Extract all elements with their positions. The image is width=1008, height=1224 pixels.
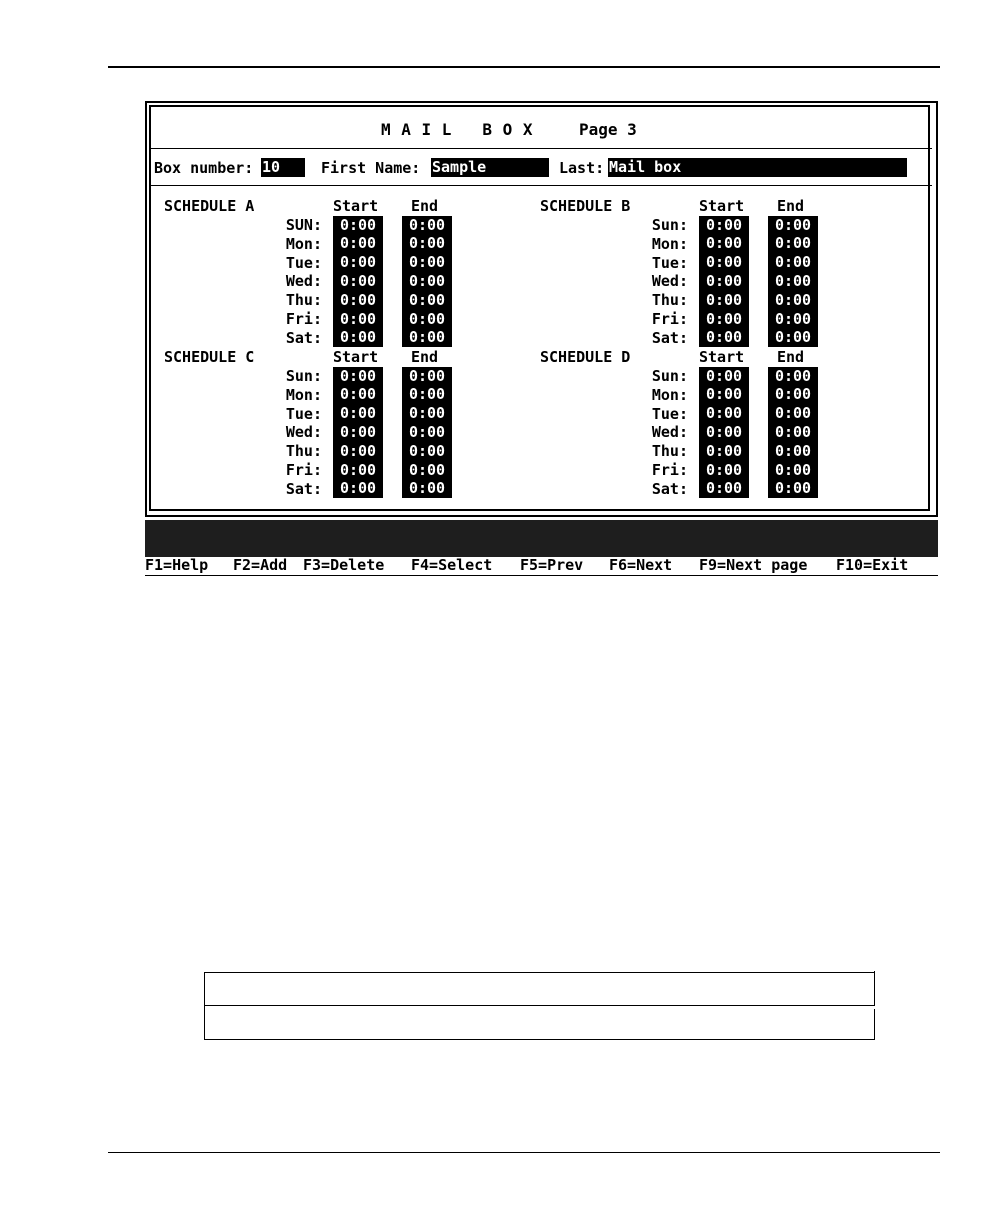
end-time-field[interactable]: 0:00 <box>402 291 452 310</box>
day-label: Wed: <box>285 423 322 442</box>
day-label: Thu: <box>651 442 688 461</box>
first-name-label: First Name: <box>321 159 421 177</box>
end-time-field[interactable]: 0:00 <box>768 310 818 329</box>
day-label: Sat: <box>651 479 688 498</box>
start-time-field[interactable]: 0:00 <box>699 253 749 272</box>
start-column-header: Start <box>333 197 379 215</box>
start-time-field[interactable]: 0:00 <box>333 479 383 498</box>
start-time-field[interactable]: 0:00 <box>699 310 749 329</box>
day-label: Tue: <box>651 404 688 423</box>
schedule-title: SCHEDULE B <box>540 197 631 215</box>
start-time-field[interactable]: 0:00 <box>699 234 749 253</box>
page-top-rule <box>108 66 940 68</box>
fkey-f3[interactable]: F3=Delete <box>303 556 385 574</box>
note-right-edge <box>874 971 875 1005</box>
start-time-field[interactable]: 0:00 <box>333 272 383 291</box>
schedule-title: SCHEDULE C <box>164 348 255 366</box>
day-label: Wed: <box>285 272 322 291</box>
end-column-header: End <box>777 197 805 215</box>
start-time-field[interactable]: 0:00 <box>333 367 383 386</box>
schedule-title: SCHEDULE A <box>164 197 255 215</box>
end-time-field[interactable]: 0:00 <box>768 272 818 291</box>
end-time-field[interactable]: 0:00 <box>768 442 818 461</box>
end-time-field[interactable]: 0:00 <box>402 442 452 461</box>
day-label: Mon: <box>651 234 688 253</box>
fkey-f2[interactable]: F2=Add <box>233 556 288 574</box>
start-time-field[interactable]: 0:00 <box>699 479 749 498</box>
start-time-field[interactable]: 0:00 <box>699 404 749 423</box>
fkey-f5[interactable]: F5=Prev <box>520 556 584 574</box>
day-label: Thu: <box>651 291 688 310</box>
day-label: Sun: <box>651 216 688 234</box>
last-name-label: Last: <box>559 159 605 177</box>
end-time-field[interactable]: 0:00 <box>402 310 452 329</box>
function-key-bar <box>145 557 938 576</box>
end-column-header: End <box>777 348 805 366</box>
schedule-title: SCHEDULE D <box>540 348 631 366</box>
day-label: Wed: <box>651 423 688 442</box>
end-time-field[interactable]: 0:00 <box>768 253 818 272</box>
day-label: Thu: <box>285 291 322 310</box>
fkey-f4[interactable]: F4=Select <box>411 556 493 574</box>
day-label: Fri: <box>285 461 322 479</box>
day-label: Sat: <box>285 328 322 347</box>
day-label: Tue: <box>285 253 322 272</box>
day-label: Sun: <box>285 367 322 385</box>
end-time-field[interactable]: 0:00 <box>402 367 452 386</box>
start-column-header: Start <box>333 348 379 366</box>
day-label: Tue: <box>285 404 322 423</box>
end-time-field[interactable]: 0:00 <box>768 216 818 235</box>
start-column-header: Start <box>699 197 745 215</box>
end-time-field[interactable]: 0:00 <box>768 404 818 423</box>
start-time-field[interactable]: 0:00 <box>333 291 383 310</box>
start-time-field[interactable]: 0:00 <box>699 216 749 235</box>
end-time-field[interactable]: 0:00 <box>768 423 818 442</box>
start-time-field[interactable]: 0:00 <box>333 310 383 329</box>
divider <box>151 148 932 149</box>
start-time-field[interactable]: 0:00 <box>699 461 749 480</box>
start-time-field[interactable]: 0:00 <box>333 234 383 253</box>
day-label: Fri: <box>285 310 322 328</box>
start-time-field[interactable]: 0:00 <box>333 253 383 272</box>
day-label: Sat: <box>651 328 688 347</box>
start-time-field[interactable]: 0:00 <box>333 385 383 404</box>
end-time-field[interactable]: 0:00 <box>402 234 452 253</box>
end-time-field[interactable]: 0:00 <box>402 461 452 480</box>
start-time-field[interactable]: 0:00 <box>699 272 749 291</box>
start-time-field[interactable]: 0:00 <box>699 328 749 347</box>
day-label: Wed: <box>651 272 688 291</box>
fkey-f1[interactable]: F1=Help <box>145 556 209 574</box>
end-time-field[interactable]: 0:00 <box>402 423 452 442</box>
day-label: SUN: <box>285 216 322 234</box>
day-label: Sun: <box>651 367 688 385</box>
day-label: Fri: <box>651 461 688 479</box>
day-label: Tue: <box>651 253 688 272</box>
end-time-field[interactable]: 0:00 <box>402 216 452 235</box>
end-time-field[interactable]: 0:00 <box>402 328 452 347</box>
start-time-field[interactable]: 0:00 <box>699 367 749 386</box>
start-time-field[interactable]: 0:00 <box>699 442 749 461</box>
end-time-field[interactable]: 0:00 <box>768 328 818 347</box>
end-time-field[interactable]: 0:00 <box>402 479 452 498</box>
fkey-f9[interactable]: F9=Next page <box>699 556 808 574</box>
end-time-field[interactable]: 0:00 <box>768 385 818 404</box>
page-indicator: Page 3 <box>579 120 637 139</box>
divider <box>151 185 932 186</box>
end-time-field[interactable]: 0:00 <box>768 461 818 480</box>
day-label: Thu: <box>285 442 322 461</box>
box-number-field[interactable]: 10 <box>261 158 305 177</box>
end-column-header: End <box>411 348 439 366</box>
end-time-field[interactable]: 0:00 <box>768 479 818 498</box>
status-bar <box>145 520 938 557</box>
fkey-f6[interactable]: F6=Next <box>609 556 673 574</box>
function-key-underline <box>145 575 938 576</box>
last-name-field[interactable]: Mail box <box>608 158 907 177</box>
note-right-edge <box>874 1009 875 1039</box>
first-name-field[interactable]: Sample <box>431 158 549 177</box>
day-label: Mon: <box>285 385 322 404</box>
end-time-field[interactable]: 0:00 <box>768 234 818 253</box>
start-time-field[interactable]: 0:00 <box>333 404 383 423</box>
day-label: Mon: <box>285 234 322 253</box>
start-time-field[interactable]: 0:00 <box>333 423 383 442</box>
note-box <box>204 972 875 1040</box>
start-time-field[interactable]: 0:00 <box>333 461 383 480</box>
start-time-field[interactable]: 0:00 <box>699 291 749 310</box>
fkey-f10[interactable]: F10=Exit <box>836 556 909 574</box>
start-time-field[interactable]: 0:00 <box>333 328 383 347</box>
end-column-header: End <box>411 197 439 215</box>
mailbox-terminal-screen <box>145 101 938 576</box>
end-time-field[interactable]: 0:00 <box>768 367 818 386</box>
day-label: Mon: <box>651 385 688 404</box>
end-time-field[interactable]: 0:00 <box>402 272 452 291</box>
screen-title: M A I L B O X <box>381 120 533 139</box>
end-time-field[interactable]: 0:00 <box>768 291 818 310</box>
start-time-field[interactable]: 0:00 <box>699 385 749 404</box>
day-label: Fri: <box>651 310 688 328</box>
box-number-label: Box number: <box>154 159 254 177</box>
day-label: Sat: <box>285 479 322 498</box>
end-time-field[interactable]: 0:00 <box>402 404 452 423</box>
end-time-field[interactable]: 0:00 <box>402 253 452 272</box>
start-time-field[interactable]: 0:00 <box>699 423 749 442</box>
note-divider <box>205 1005 875 1006</box>
page-bottom-rule <box>108 1152 940 1153</box>
end-time-field[interactable]: 0:00 <box>402 385 452 404</box>
start-time-field[interactable]: 0:00 <box>333 216 383 235</box>
start-time-field[interactable]: 0:00 <box>333 442 383 461</box>
start-column-header: Start <box>699 348 745 366</box>
